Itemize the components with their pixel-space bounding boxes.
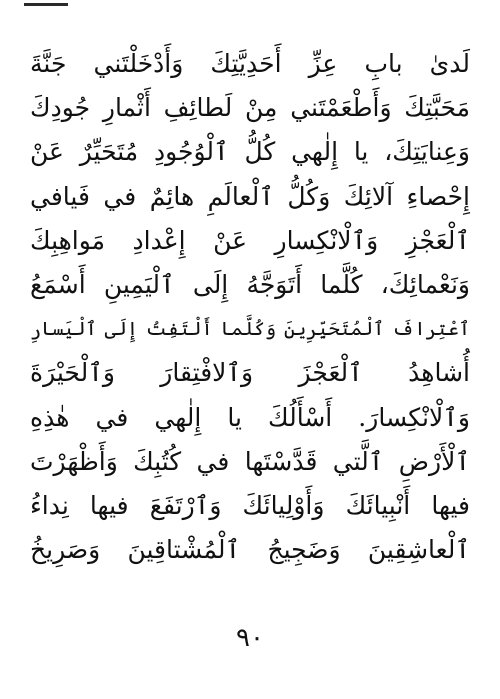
text-line: وَنَعْمائِكَ، كُلَّما أَتَوَجَّهُ إِلَى ٱلْيَمِينِ أَسْمَعُ [30,269,470,299]
text-line: ٱلْأَرْضِ ٱلَّتي قَدَّسْتَها في كُتُبِكَ وَأَظْهَرْتَ [30,446,470,476]
text-line: وَٱلْانْكِسارَ. أَسْأَلُكَ يا إِلٰهي في هٰذِهِ [30,402,470,432]
text-line: وَعِنايَتِكَ، يا إِلٰهي كُلُّ ٱلْوُجُودِ مُتَحَيِّرٌ عَنْ [30,137,470,167]
prayer-text-block [30,42,470,572]
text-line: ٱلْعاشِقِينَ وَضَجِيجُ ٱلْمُشْتاقِينَ وَصَرِيخُ [30,535,470,565]
text-line: فيها أَنْبِيائَكَ وَأَوْلِيائَكَ وَٱرْتَفَعَ فيها نِداءُ [30,490,470,520]
text-line: إِحْصاءِ آلائِكَ وَكُلُّ ٱلْعالَمِ هائِمٌ في فَيافي [30,181,470,211]
page-number: ٩٠ [236,623,264,653]
text-line: أُشاهِدُ ٱلْعَجْزَ وَٱلافْتِقارَ وَٱلْحَيْرَةَ [30,358,470,388]
text-line: ٱعْتِرافَ ٱلْمُتَحَيِّرِينَ وَكُلَّما أَلْتَفِتُ إِلَى ٱلْيَسارِ [30,318,470,341]
top-rule [24,3,68,6]
text-line: ٱلْعَجْزِ وَٱلْانْكِسارِ عَنْ إِعْدادِ مَواهِبِكَ [30,225,470,255]
text-line: لَدىٰ بابِ عِزِّ أَحَدِيَّتِكَ وَأَدْخَلْتَني جَنَّةَ [30,49,470,78]
text-line: مَحَبَّتِكَ وَأَطْعَمْتَني مِنْ لَطائِفِ أَثْمارِ جُودِكَ [30,93,470,123]
